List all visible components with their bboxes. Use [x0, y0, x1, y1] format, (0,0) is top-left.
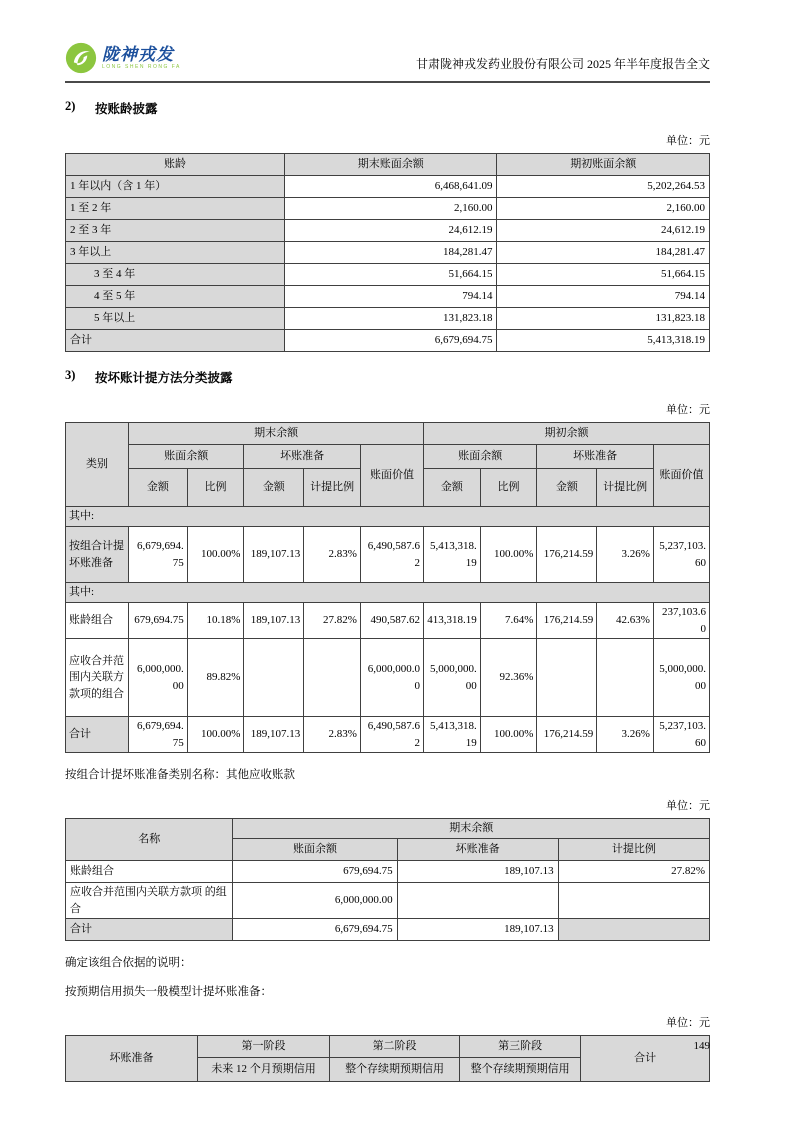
table-header-row: [66, 445, 710, 469]
col-header-category: 类别: [66, 423, 129, 507]
section-heading-method: [65, 368, 710, 386]
section-title: 按账龄披露: [95, 102, 158, 116]
col-header-stage3-sub: 整个存续期预期信用: [460, 1058, 581, 1082]
report-title: 甘肃陇神戎发药业股份有限公司 2025 年半年度报告全文: [415, 57, 710, 71]
value-cell: 176,214.59: [537, 717, 597, 753]
ending-balance-cell: 6,679,694.75: [284, 330, 497, 352]
section-number: 3): [65, 368, 76, 382]
ending-balance-cell: 184,281.47: [284, 242, 497, 264]
aging-label-cell: 3 年以上: [66, 242, 285, 264]
value-cell: 2.83%: [304, 717, 361, 753]
value-cell: 3.26%: [597, 717, 654, 753]
among-row: [66, 583, 710, 603]
aging-label-cell: 2 至 3 年: [66, 220, 285, 242]
col-header-beginning-group: 期初余额: [424, 423, 710, 445]
table-header-row: [66, 423, 710, 445]
ecl-note: 按预期信用损失一般模型计提坏账准备：: [65, 986, 272, 998]
value-cell: [558, 883, 709, 919]
col-header-stage3: 第三阶段: [460, 1036, 581, 1058]
value-cell: 27.82%: [558, 861, 709, 883]
category-label-cell: 合计: [66, 717, 129, 753]
total-row: [66, 717, 710, 753]
table-row: [66, 264, 710, 286]
category-label-cell: 账龄组合: [66, 603, 129, 639]
col-header-amount: 金额: [537, 469, 597, 507]
col-header-bad-debt: 坏账准备: [537, 445, 654, 469]
beginning-balance-cell: 24,612.19: [497, 220, 710, 242]
value-cell: 189,107.13: [244, 603, 304, 639]
value-cell: 3.26%: [597, 527, 654, 583]
col-header-stage1: 第一阶段: [198, 1036, 330, 1058]
logo-text-cn: 陇神戎发: [102, 45, 174, 64]
value-cell: [537, 639, 597, 717]
section-heading-aging: [65, 99, 710, 117]
table-row: [66, 603, 710, 639]
value-cell: 92.36%: [480, 639, 537, 717]
col-header-stage1-sub: 未来 12 个月预期信用: [198, 1058, 330, 1082]
col-header-bad-debt: 坏账准备: [244, 445, 361, 469]
section-number: 2): [65, 99, 76, 113]
name-label-cell: 应收合并范围内关联方款项 的组合: [66, 883, 233, 919]
value-cell: [397, 883, 558, 919]
aging-table: [65, 153, 710, 352]
portfolio-table: [65, 818, 710, 941]
aging-label-cell: 合计: [66, 330, 285, 352]
table-row: [66, 220, 710, 242]
value-cell: 6,679,694.75: [129, 527, 188, 583]
value-cell: 6,000,000.00: [129, 639, 188, 717]
ending-balance-cell: 2,160.00: [284, 198, 497, 220]
col-header-provision-ratio: 计提比例: [597, 469, 654, 507]
ending-balance-cell: 794.14: [284, 286, 497, 308]
category-label-cell: 按组合计提坏账准备: [66, 527, 129, 583]
logo-text-en: LONG SHEN RONG FA: [102, 64, 181, 70]
value-cell: 5,237,103.60: [653, 717, 709, 753]
value-cell: 89.82%: [187, 639, 244, 717]
beginning-balance-cell: 51,664.15: [497, 264, 710, 286]
col-header-bad-debt: 坏账准备: [397, 839, 558, 861]
ending-balance-cell: 6,468,641.09: [284, 176, 497, 198]
table-row: [66, 861, 710, 883]
unit-label: 单位：元: [666, 404, 710, 416]
provision-method-table: [65, 422, 710, 753]
ending-balance-cell: 24,612.19: [284, 220, 497, 242]
table-header-row: [66, 1036, 710, 1058]
value-cell: 100.00%: [187, 717, 244, 753]
total-row: [66, 919, 710, 941]
page-number: 149: [693, 1040, 710, 1052]
col-header-book-balance: 账面余额: [233, 839, 397, 861]
value-cell: 100.00%: [480, 717, 537, 753]
aging-label-cell: 1 年以内（含 1 年）: [66, 176, 285, 198]
col-header-beginning: 期初账面余额: [497, 154, 710, 176]
col-header-ratio: 比例: [187, 469, 244, 507]
value-cell: 5,237,103.60: [653, 527, 709, 583]
value-cell: 27.82%: [304, 603, 361, 639]
table-header-row: [66, 154, 710, 176]
col-header-book-value: 账面价值: [653, 445, 709, 507]
value-cell: 6,679,694.75: [129, 717, 188, 753]
aging-label-cell: 5 年以上: [66, 308, 285, 330]
col-header-book-balance: 账面余额: [424, 445, 537, 469]
value-cell: 189,107.13: [244, 717, 304, 753]
beginning-balance-cell: 5,413,318.19: [497, 330, 710, 352]
value-cell: 42.63%: [597, 603, 654, 639]
logo-mark-icon: [65, 42, 97, 74]
value-cell: 5,413,318.19: [424, 527, 481, 583]
col-header-ratio: 比例: [480, 469, 537, 507]
value-cell: 100.00%: [480, 527, 537, 583]
value-cell: [304, 639, 361, 717]
aging-label-cell: 3 至 4 年: [66, 264, 285, 286]
value-cell: 176,214.59: [537, 603, 597, 639]
logo-text: [102, 46, 181, 70]
table-row: [66, 527, 710, 583]
value-cell: 6,000,000.00: [233, 883, 397, 919]
col-header-stage2-sub: 整个存续期预期信用: [330, 1058, 460, 1082]
value-cell: 189,107.13: [397, 861, 558, 883]
table-row: [66, 308, 710, 330]
value-cell: 6,000,000.00: [360, 639, 423, 717]
value-cell: 6,490,587.62: [360, 527, 423, 583]
value-cell: 679,694.75: [129, 603, 188, 639]
value-cell: 6,679,694.75: [233, 919, 397, 941]
value-cell: 413,318.19: [424, 603, 481, 639]
table-row: [66, 198, 710, 220]
ending-balance-cell: 51,664.15: [284, 264, 497, 286]
value-cell: 7.64%: [480, 603, 537, 639]
value-cell: 100.00%: [187, 527, 244, 583]
name-label-cell: 合计: [66, 919, 233, 941]
value-cell: 679,694.75: [233, 861, 397, 883]
unit-label: 单位：元: [666, 1017, 710, 1029]
col-header-aging: 账龄: [66, 154, 285, 176]
among-row: [66, 507, 710, 527]
value-cell: 176,214.59: [537, 527, 597, 583]
col-header-provision: 坏账准备: [66, 1036, 198, 1082]
col-header-ending-group: 期末余额: [129, 423, 424, 445]
value-cell: [558, 919, 709, 941]
beginning-balance-cell: 5,202,264.53: [497, 176, 710, 198]
value-cell: [244, 639, 304, 717]
category-label-cell: 应收合并范围内关联方款项的组合: [66, 639, 129, 717]
value-cell: 189,107.13: [397, 919, 558, 941]
beginning-balance-cell: 184,281.47: [497, 242, 710, 264]
col-header-total: 合计: [581, 1036, 710, 1082]
col-header-book-balance: 账面余额: [129, 445, 244, 469]
table-row: [66, 242, 710, 264]
col-header-amount: 金额: [244, 469, 304, 507]
table-row: [66, 883, 710, 919]
value-cell: 2.83%: [304, 527, 361, 583]
col-header-provision-ratio: 计提比例: [558, 839, 709, 861]
table-header-row: [66, 819, 710, 839]
name-label-cell: 账龄组合: [66, 861, 233, 883]
portfolio-category-note: 按组合计提坏账准备类别名称：其他应收账款: [65, 769, 295, 781]
company-logo: [65, 42, 181, 74]
col-header-provision-ratio: 计提比例: [304, 469, 361, 507]
unit-label: 单位：元: [666, 135, 710, 147]
col-header-book-value: 账面价值: [360, 445, 423, 507]
basis-note: 确定该组合依据的说明：: [65, 957, 192, 969]
col-header-amount: 金额: [424, 469, 481, 507]
value-cell: 10.18%: [187, 603, 244, 639]
value-cell: 5,000,000.00: [653, 639, 709, 717]
table-row: [66, 639, 710, 717]
col-header-amount: 金额: [129, 469, 188, 507]
col-header-ending-group: 期末余额: [233, 819, 710, 839]
col-header-ending: 期末账面余额: [284, 154, 497, 176]
unit-label: 单位：元: [666, 800, 710, 812]
table-row: [66, 176, 710, 198]
beginning-balance-cell: 131,823.18: [497, 308, 710, 330]
beginning-balance-cell: 2,160.00: [497, 198, 710, 220]
value-cell: 5,000,000.00: [424, 639, 481, 717]
ending-balance-cell: 131,823.18: [284, 308, 497, 330]
aging-label-cell: 4 至 5 年: [66, 286, 285, 308]
total-row: [66, 330, 710, 352]
ecl-stage-table: [65, 1035, 710, 1082]
value-cell: 237,103.60: [653, 603, 709, 639]
among-label: 其中:: [66, 583, 710, 603]
section-title: 按坏账计提方法分类披露: [95, 371, 233, 385]
aging-label-cell: 1 至 2 年: [66, 198, 285, 220]
report-header: [65, 42, 710, 83]
beginning-balance-cell: 794.14: [497, 286, 710, 308]
among-label: 其中:: [66, 507, 710, 527]
value-cell: [597, 639, 654, 717]
value-cell: 490,587.62: [360, 603, 423, 639]
value-cell: 189,107.13: [244, 527, 304, 583]
value-cell: 6,490,587.62: [360, 717, 423, 753]
table-row: [66, 286, 710, 308]
value-cell: 5,413,318.19: [424, 717, 481, 753]
col-header-stage2: 第二阶段: [330, 1036, 460, 1058]
col-header-name: 名称: [66, 819, 233, 861]
